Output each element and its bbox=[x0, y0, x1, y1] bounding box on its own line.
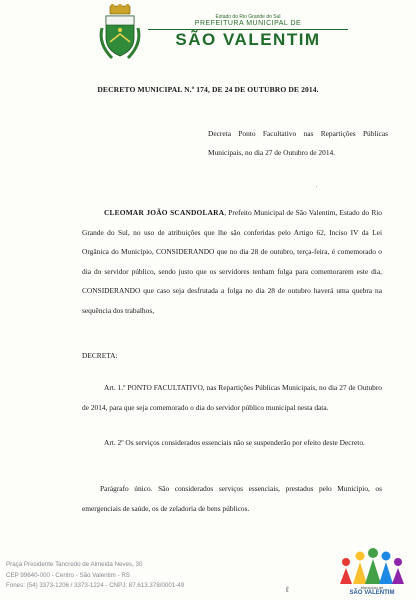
footer-cep: CEP 99640-000 - Centro - São Valentim - RS bbox=[6, 571, 130, 579]
footer-logo-city: SÃO VALENTIM bbox=[349, 590, 395, 596]
scan-mark: ' bbox=[316, 186, 318, 192]
footer-logo-small: Município de bbox=[360, 585, 384, 590]
article-2: Art. 2º Os serviços considerados essenciais não se suspenderão por efeito deste Decreto. bbox=[104, 438, 365, 447]
state-line: Estado do Rio Grande do Sul bbox=[215, 14, 281, 20]
footer-logo bbox=[336, 548, 408, 596]
decree-summary: Decreta Ponto Facultativo nas Repartições Públicas Municipais, no dia 27 de Outubro de 2014. bbox=[208, 129, 388, 157]
municipal-crest-icon bbox=[96, 4, 144, 62]
footer-logo-text bbox=[336, 585, 408, 596]
article-1: Art. 1.º PONTO FACULTATIVO, nas Repartições Públicas Municipais, no dia 27 de Outubro de 2014, para que seja comemorado o dia do servidor público municipal nesta data. bbox=[82, 383, 382, 412]
letterhead-text bbox=[148, 14, 348, 50]
sole-paragraph: Parágrafo único. São considerados serviços essenciais, prestados pelo Município, os emergenciais de saúde, os de zeladoria de bens públicos. bbox=[82, 484, 382, 513]
preamble-text: , Prefeito Municipal de São Valentim, Estado do Rio Grande do Sul, no uso de atribuições que lhe são conferidas pelo Artigo 62, Inciso IV da Lei Orgânica do Município, CONSIDERANDO que no dia 28 de outubro, terça-feira, é comemorado o dia do servidor público, sendo justo que os servidores tenham folga para comemorarem este dia, CONSIDERANDO que caso seja desfrutada a folga no dia 28 de outubro haverá uma quebra na sequência dos trabalhos, bbox=[82, 208, 382, 315]
footer-contact bbox=[6, 560, 256, 592]
decree-title: DECRETO MUNICIPAL N.º 174, DE 24 DE OUTUBRO DE 2014. bbox=[97, 85, 319, 94]
footer-address: Praça Presidente Tancredo de Almeida Neves, 30 bbox=[6, 561, 143, 568]
decreta-heading: DECRETA: bbox=[82, 351, 118, 360]
prefeitura-line: PREFEITURA MUNICIPAL DE bbox=[194, 20, 302, 27]
city-name: SÃO VALENTIM bbox=[148, 29, 348, 50]
footer-phone: Fones: (54) 3373-1206 / 3373-1224 - CNPJ: 87.613.378/0001-49 bbox=[6, 582, 185, 589]
mayor-name: CLEOMAR JOÃO SCANDOLARA bbox=[104, 208, 225, 217]
preamble-paragraph bbox=[82, 203, 382, 320]
letterhead bbox=[96, 4, 346, 64]
page-mark: ℓ bbox=[286, 585, 289, 594]
people-logo-icon bbox=[336, 548, 408, 586]
